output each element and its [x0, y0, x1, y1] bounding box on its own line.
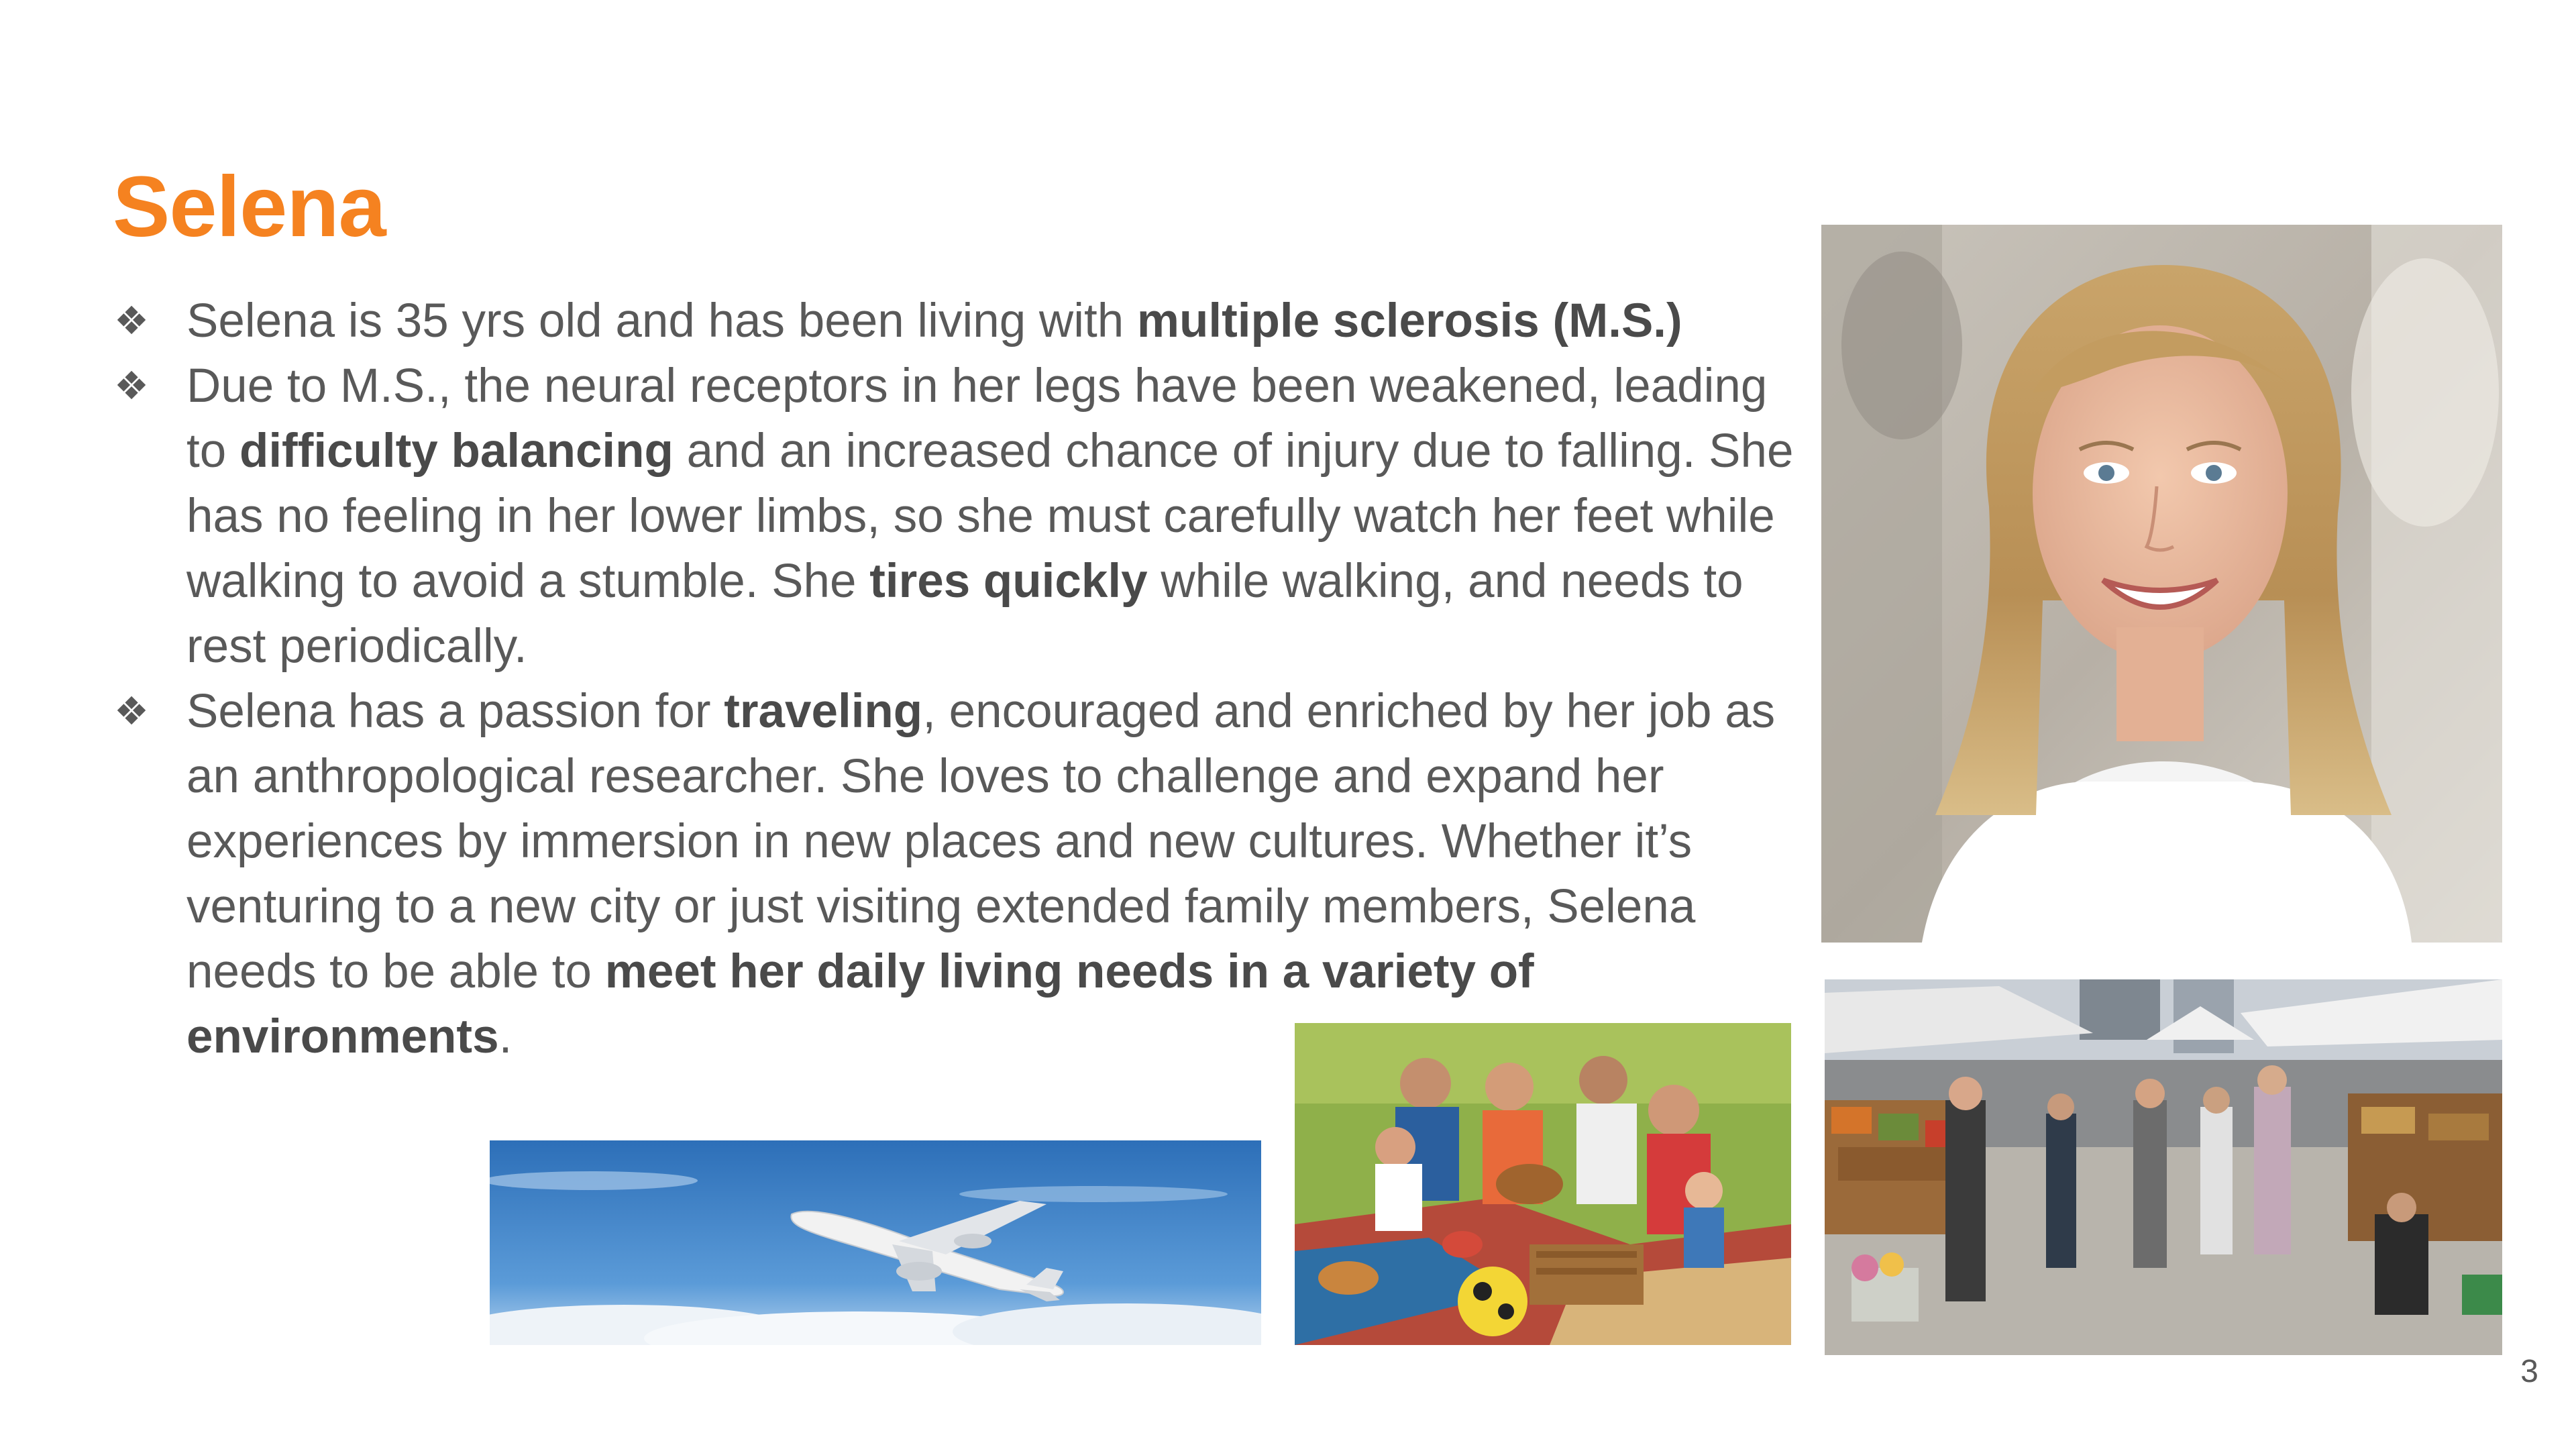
bullet-item	[107, 679, 1811, 1069]
market-photo	[1825, 979, 2502, 1355]
text-segment: Due to M.S., the neural receptors in her legs have been weakened, leading to	[186, 360, 1768, 478]
text-segment: .	[498, 1010, 513, 1063]
text-segment: , encouraged and enriched by her job as an anthropological researcher. She loves to challenge and expand her experiences by immersion in new places and new cultures. Whether it’s venturing to a new city or just visiting extended family members, Selena needs to be able to	[186, 685, 1776, 998]
airplane-photo	[490, 1140, 1261, 1345]
picnic-photo	[1295, 1023, 1791, 1345]
bullet-text	[186, 685, 1775, 1063]
bullet-item	[107, 354, 1811, 679]
portrait-photo	[1821, 225, 2502, 943]
diamond-bullet-icon: ❖	[114, 364, 149, 408]
text-segment: and an increased chance of injury due to falling. She has no feeling in her lower limbs, so she must carefully watch her feet while walking to avoid a stumble. She	[186, 425, 1794, 608]
page-number: 3	[2520, 1354, 2538, 1389]
page-title: Selena	[113, 159, 386, 255]
text-segment: while walking, and needs to rest periodically.	[186, 555, 1743, 673]
bold-text-segment: multiple sclerosis (M.S.)	[1136, 294, 1682, 347]
bullet-item	[107, 288, 1811, 354]
diamond-bullet-icon: ❖	[114, 299, 149, 343]
bullet-text	[186, 360, 1794, 673]
bullet-text	[186, 294, 1682, 347]
bullet-list	[107, 288, 1811, 1069]
bold-text-segment: traveling	[724, 685, 923, 738]
text-segment: Selena is 35 yrs old and has been living with	[186, 294, 1137, 347]
diamond-bullet-icon: ❖	[114, 690, 149, 733]
bold-text-segment: difficulty balancing	[239, 425, 674, 478]
bold-text-segment: meet her daily living needs in a variety of environments	[186, 945, 1534, 1063]
bold-text-segment: tires quickly	[869, 555, 1148, 608]
text-segment: Selena has a passion for	[186, 685, 724, 738]
